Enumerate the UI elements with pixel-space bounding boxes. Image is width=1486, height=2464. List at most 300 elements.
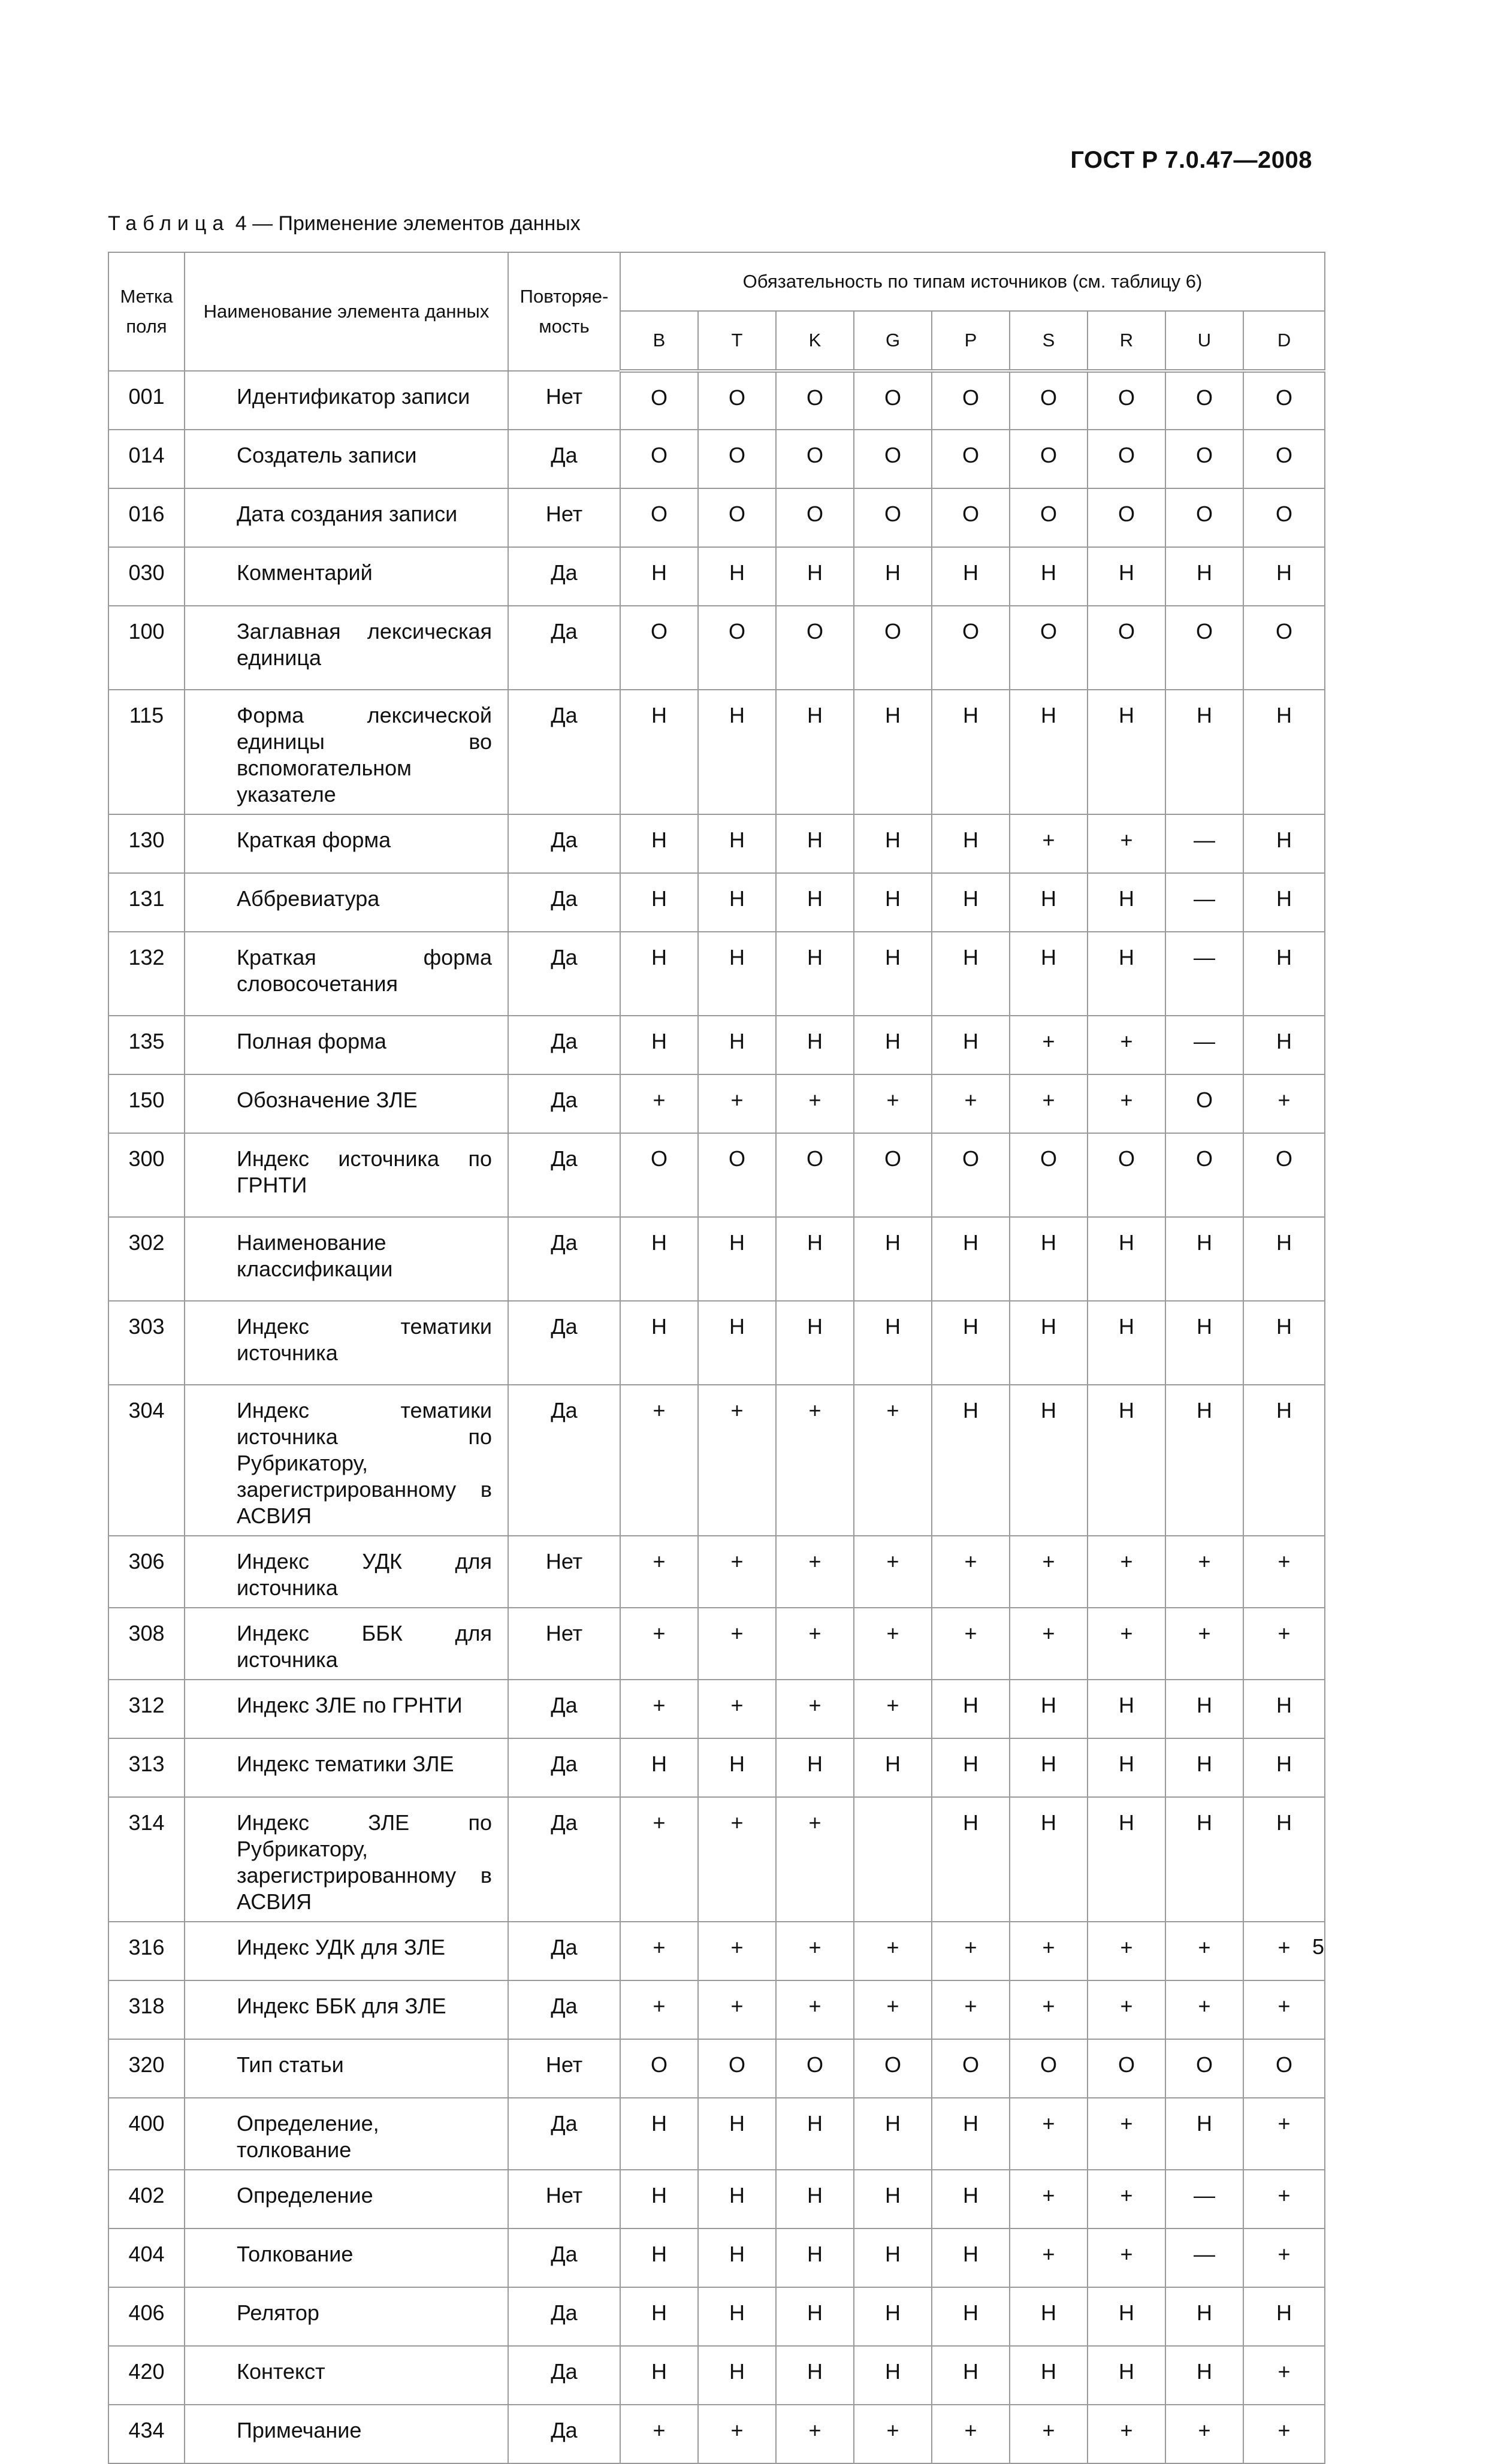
header-source-r: R xyxy=(1088,311,1165,371)
table-row xyxy=(108,873,1325,932)
cell-obligation-t: Н xyxy=(698,2170,776,2229)
cell-name: Наименование классификации xyxy=(185,1217,508,1301)
cell-obligation-r: + xyxy=(1088,1608,1165,1680)
cell-obligation-t: + xyxy=(698,2405,776,2463)
cell-obligation-t: + xyxy=(698,1074,776,1133)
header-source-b: B xyxy=(620,311,698,371)
header-source-t: T xyxy=(698,311,776,371)
cell-name: Индекс УДК для ЗЛЕ xyxy=(185,1922,508,1980)
cell-obligation-t: Н xyxy=(698,1301,776,1385)
cell-obligation-s: О xyxy=(1010,488,1088,547)
cell-obligation-d: + xyxy=(1243,2346,1325,2405)
cell-obligation-d: + xyxy=(1243,1536,1325,1608)
cell-obligation-k: Н xyxy=(776,873,854,932)
cell-obligation-g: Н xyxy=(854,1016,932,1074)
cell-name: Индекс ББК для источника xyxy=(185,1608,508,1680)
data-elements-table xyxy=(108,252,1325,2464)
cell-obligation-r: + xyxy=(1088,1980,1165,2039)
cell-obligation-p: О xyxy=(932,1133,1010,1217)
cell-obligation-t: + xyxy=(698,1797,776,1922)
cell-obligation-d: Н xyxy=(1243,873,1325,932)
cell-obligation-s: Н xyxy=(1010,1680,1088,1738)
cell-repeat: Нет xyxy=(508,488,620,547)
header-source-u: U xyxy=(1165,311,1243,371)
cell-code: 320 xyxy=(108,2039,185,2098)
cell-obligation-b: Н xyxy=(620,1301,698,1385)
table-row xyxy=(108,2098,1325,2170)
cell-obligation-p: Н xyxy=(932,1797,1010,1922)
cell-obligation-p: О xyxy=(932,488,1010,547)
table-row xyxy=(108,2229,1325,2287)
cell-obligation-g xyxy=(854,1797,932,1922)
cell-obligation-t: Н xyxy=(698,1016,776,1074)
table-row xyxy=(108,1536,1325,1608)
cell-obligation-s: + xyxy=(1010,2405,1088,2463)
cell-name: Аббревиатура xyxy=(185,873,508,932)
cell-code: 420 xyxy=(108,2346,185,2405)
cell-obligation-g: Н xyxy=(854,2098,932,2170)
cell-obligation-k: Н xyxy=(776,2098,854,2170)
cell-obligation-r: + xyxy=(1088,814,1165,873)
cell-obligation-r: + xyxy=(1088,2405,1165,2463)
cell-obligation-p: Н xyxy=(932,1301,1010,1385)
cell-repeat: Да xyxy=(508,690,620,814)
cell-obligation-r: Н xyxy=(1088,1797,1165,1922)
cell-obligation-s: О xyxy=(1010,430,1088,488)
cell-obligation-p: Н xyxy=(932,932,1010,1016)
cell-obligation-t: Н xyxy=(698,1738,776,1797)
cell-obligation-r: Н xyxy=(1088,690,1165,814)
cell-obligation-u: О xyxy=(1165,2039,1243,2098)
cell-obligation-b: О xyxy=(620,430,698,488)
cell-code: 434 xyxy=(108,2405,185,2463)
cell-obligation-s: Н xyxy=(1010,1738,1088,1797)
cell-repeat: Да xyxy=(508,1980,620,2039)
cell-obligation-u: Н xyxy=(1165,1217,1243,1301)
table-row xyxy=(108,1797,1325,1922)
cell-obligation-u: Н xyxy=(1165,2346,1243,2405)
cell-name: Толкование xyxy=(185,2229,508,2287)
cell-obligation-k: + xyxy=(776,1980,854,2039)
cell-code: 100 xyxy=(108,606,185,690)
cell-repeat: Нет xyxy=(508,1608,620,1680)
cell-obligation-s: + xyxy=(1010,1980,1088,2039)
cell-obligation-b: + xyxy=(620,1385,698,1536)
cell-obligation-s: Н xyxy=(1010,932,1088,1016)
cell-obligation-k: О xyxy=(776,488,854,547)
cell-obligation-u: О xyxy=(1165,371,1243,430)
cell-obligation-k: + xyxy=(776,1608,854,1680)
table-row xyxy=(108,547,1325,606)
cell-obligation-b: + xyxy=(620,1680,698,1738)
cell-obligation-t: Н xyxy=(698,873,776,932)
cell-obligation-b: + xyxy=(620,1980,698,2039)
cell-obligation-d: Н xyxy=(1243,932,1325,1016)
cell-obligation-s: + xyxy=(1010,1608,1088,1680)
cell-code: 304 xyxy=(108,1385,185,1536)
cell-obligation-t: О xyxy=(698,371,776,430)
cell-obligation-s: Н xyxy=(1010,1797,1088,1922)
cell-obligation-r: О xyxy=(1088,606,1165,690)
cell-obligation-t: Н xyxy=(698,814,776,873)
cell-obligation-k: + xyxy=(776,1797,854,1922)
cell-obligation-d: О xyxy=(1243,430,1325,488)
cell-code: 400 xyxy=(108,2098,185,2170)
cell-obligation-r: Н xyxy=(1088,1680,1165,1738)
cell-code: 150 xyxy=(108,1074,185,1133)
cell-obligation-d: Н xyxy=(1243,547,1325,606)
cell-obligation-p: + xyxy=(932,1922,1010,1980)
cell-obligation-d: Н xyxy=(1243,1797,1325,1922)
cell-name: Индекс тематики источника xyxy=(185,1301,508,1385)
cell-obligation-s: Н xyxy=(1010,1301,1088,1385)
cell-obligation-b: Н xyxy=(620,2229,698,2287)
cell-code: 404 xyxy=(108,2229,185,2287)
cell-obligation-p: Н xyxy=(932,873,1010,932)
cell-obligation-t: + xyxy=(698,1608,776,1680)
cell-obligation-d: О xyxy=(1243,371,1325,430)
cell-obligation-r: О xyxy=(1088,2039,1165,2098)
cell-repeat: Да xyxy=(508,430,620,488)
cell-obligation-d: Н xyxy=(1243,1680,1325,1738)
cell-obligation-k: Н xyxy=(776,1016,854,1074)
cell-obligation-r: + xyxy=(1088,1074,1165,1133)
cell-obligation-b: Н xyxy=(620,2287,698,2346)
cell-obligation-u: — xyxy=(1165,932,1243,1016)
cell-obligation-p: О xyxy=(932,371,1010,430)
cell-name: Обозначение ЗЛЕ xyxy=(185,1074,508,1133)
cell-repeat: Нет xyxy=(508,1536,620,1608)
cell-name: Индекс ББК для ЗЛЕ xyxy=(185,1980,508,2039)
cell-obligation-b: Н xyxy=(620,1738,698,1797)
cell-obligation-s: Н xyxy=(1010,1217,1088,1301)
cell-code: 130 xyxy=(108,814,185,873)
cell-obligation-p: Н xyxy=(932,2287,1010,2346)
cell-obligation-p: Н xyxy=(932,2229,1010,2287)
cell-obligation-u: Н xyxy=(1165,1385,1243,1536)
cell-repeat: Да xyxy=(508,2229,620,2287)
cell-obligation-k: Н xyxy=(776,2287,854,2346)
cell-obligation-b: + xyxy=(620,1922,698,1980)
cell-obligation-p: + xyxy=(932,1980,1010,2039)
page-number: 5 xyxy=(1312,1934,1324,1959)
cell-repeat: Да xyxy=(508,2346,620,2405)
cell-obligation-r: Н xyxy=(1088,2287,1165,2346)
cell-code: 313 xyxy=(108,1738,185,1797)
cell-repeat: Да xyxy=(508,1680,620,1738)
cell-obligation-k: О xyxy=(776,2039,854,2098)
cell-obligation-d: + xyxy=(1243,2405,1325,2463)
table-row xyxy=(108,430,1325,488)
table-row xyxy=(108,488,1325,547)
cell-obligation-t: Н xyxy=(698,547,776,606)
cell-repeat: Да xyxy=(508,1016,620,1074)
cell-obligation-s: Н xyxy=(1010,2287,1088,2346)
cell-obligation-u: Н xyxy=(1165,2287,1243,2346)
table-row xyxy=(108,2346,1325,2405)
table-row xyxy=(108,1608,1325,1680)
cell-name: Заглавная лексическая единица xyxy=(185,606,508,690)
cell-obligation-k: Н xyxy=(776,690,854,814)
cell-obligation-t: Н xyxy=(698,690,776,814)
cell-code: 016 xyxy=(108,488,185,547)
cell-code: 300 xyxy=(108,1133,185,1217)
table-row xyxy=(108,2170,1325,2229)
cell-obligation-u: Н xyxy=(1165,690,1243,814)
table-row xyxy=(108,1074,1325,1133)
cell-obligation-d: + xyxy=(1243,1980,1325,2039)
cell-obligation-s: Н xyxy=(1010,547,1088,606)
cell-obligation-r: + xyxy=(1088,1536,1165,1608)
cell-code: 314 xyxy=(108,1797,185,1922)
cell-obligation-p: О xyxy=(932,2039,1010,2098)
cell-obligation-s: + xyxy=(1010,1922,1088,1980)
cell-repeat: Да xyxy=(508,873,620,932)
table-row xyxy=(108,1980,1325,2039)
cell-obligation-d: Н xyxy=(1243,690,1325,814)
cell-obligation-g: + xyxy=(854,1680,932,1738)
cell-obligation-p: + xyxy=(932,1536,1010,1608)
cell-obligation-k: + xyxy=(776,1922,854,1980)
cell-obligation-g: О xyxy=(854,1133,932,1217)
cell-obligation-k: Н xyxy=(776,2229,854,2287)
cell-obligation-d: Н xyxy=(1243,1301,1325,1385)
cell-obligation-t: Н xyxy=(698,2346,776,2405)
cell-obligation-b: Н xyxy=(620,1016,698,1074)
cell-obligation-t: О xyxy=(698,488,776,547)
cell-obligation-r: Н xyxy=(1088,1217,1165,1301)
cell-name: Дата создания записи xyxy=(185,488,508,547)
table-row xyxy=(108,1217,1325,1301)
cell-obligation-u: — xyxy=(1165,814,1243,873)
caption-lead: Таблица xyxy=(108,212,230,235)
cell-obligation-s: + xyxy=(1010,814,1088,873)
cell-obligation-u: О xyxy=(1165,606,1243,690)
cell-name: Контекст xyxy=(185,2346,508,2405)
table-row xyxy=(108,606,1325,690)
cell-obligation-k: Н xyxy=(776,1217,854,1301)
cell-obligation-u: — xyxy=(1165,2229,1243,2287)
cell-obligation-k: Н xyxy=(776,1301,854,1385)
cell-obligation-r: О xyxy=(1088,371,1165,430)
cell-repeat: Да xyxy=(508,1922,620,1980)
table-row xyxy=(108,1301,1325,1385)
cell-obligation-g: Н xyxy=(854,2229,932,2287)
cell-obligation-p: + xyxy=(932,1074,1010,1133)
cell-obligation-d: Н xyxy=(1243,2287,1325,2346)
cell-obligation-u: Н xyxy=(1165,1797,1243,1922)
cell-obligation-u: + xyxy=(1165,1980,1243,2039)
cell-obligation-g: О xyxy=(854,488,932,547)
cell-repeat: Да xyxy=(508,1797,620,1922)
cell-obligation-r: Н xyxy=(1088,547,1165,606)
cell-obligation-g: Н xyxy=(854,2346,932,2405)
cell-obligation-g: Н xyxy=(854,1301,932,1385)
cell-repeat: Да xyxy=(508,606,620,690)
cell-obligation-b: Н xyxy=(620,547,698,606)
cell-obligation-b: О xyxy=(620,371,698,430)
table-row xyxy=(108,1016,1325,1074)
cell-obligation-d: О xyxy=(1243,488,1325,547)
caption-text: 4 — Применение элементов данных xyxy=(229,212,581,235)
cell-obligation-d: + xyxy=(1243,1922,1325,1980)
cell-obligation-t: Н xyxy=(698,2287,776,2346)
cell-obligation-d: + xyxy=(1243,1608,1325,1680)
cell-obligation-g: О xyxy=(854,606,932,690)
cell-obligation-k: Н xyxy=(776,547,854,606)
cell-obligation-g: О xyxy=(854,371,932,430)
cell-repeat: Да xyxy=(508,1133,620,1217)
table-row xyxy=(108,2287,1325,2346)
cell-obligation-s: О xyxy=(1010,1133,1088,1217)
header-source-g: G xyxy=(854,311,932,371)
cell-obligation-s: + xyxy=(1010,1016,1088,1074)
cell-obligation-u: Н xyxy=(1165,1301,1243,1385)
cell-obligation-r: О xyxy=(1088,488,1165,547)
cell-obligation-d: Н xyxy=(1243,1385,1325,1536)
cell-obligation-g: + xyxy=(854,1980,932,2039)
cell-obligation-g: Н xyxy=(854,1738,932,1797)
cell-obligation-t: Н xyxy=(698,2229,776,2287)
cell-obligation-r: О xyxy=(1088,1133,1165,1217)
cell-obligation-g: + xyxy=(854,1074,932,1133)
cell-obligation-b: Н xyxy=(620,814,698,873)
table-row xyxy=(108,1385,1325,1536)
cell-code: 115 xyxy=(108,690,185,814)
cell-obligation-p: Н xyxy=(932,690,1010,814)
cell-obligation-g: Н xyxy=(854,2170,932,2229)
cell-repeat: Да xyxy=(508,814,620,873)
cell-obligation-u: Н xyxy=(1165,2098,1243,2170)
cell-repeat: Нет xyxy=(508,2039,620,2098)
cell-obligation-u: Н xyxy=(1165,1738,1243,1797)
cell-obligation-r: + xyxy=(1088,2229,1165,2287)
header-source-d: D xyxy=(1243,311,1325,371)
cell-obligation-t: + xyxy=(698,1536,776,1608)
cell-obligation-s: + xyxy=(1010,1536,1088,1608)
cell-obligation-b: Н xyxy=(620,690,698,814)
cell-name: Создатель записи xyxy=(185,430,508,488)
document-code: ГОСТ Р 7.0.47—2008 xyxy=(1070,147,1312,173)
cell-obligation-d: Н xyxy=(1243,1217,1325,1301)
cell-obligation-t: О xyxy=(698,606,776,690)
cell-name: Индекс ЗЛЕ по ГРНТИ xyxy=(185,1680,508,1738)
cell-obligation-k: + xyxy=(776,1385,854,1536)
cell-repeat: Да xyxy=(508,1385,620,1536)
cell-code: 302 xyxy=(108,1217,185,1301)
cell-obligation-k: + xyxy=(776,1536,854,1608)
cell-obligation-k: Н xyxy=(776,1738,854,1797)
cell-obligation-b: + xyxy=(620,1074,698,1133)
cell-obligation-u: + xyxy=(1165,2405,1243,2463)
cell-obligation-g: Н xyxy=(854,547,932,606)
cell-obligation-u: — xyxy=(1165,1016,1243,1074)
cell-name: Определение, толкование xyxy=(185,2098,508,2170)
cell-obligation-k: Н xyxy=(776,814,854,873)
cell-obligation-g: Н xyxy=(854,814,932,873)
cell-obligation-g: Н xyxy=(854,873,932,932)
cell-obligation-b: Н xyxy=(620,2170,698,2229)
cell-name: Индекс источника по ГРНТИ xyxy=(185,1133,508,1217)
table-row xyxy=(108,2405,1325,2463)
cell-obligation-p: + xyxy=(932,1608,1010,1680)
cell-obligation-p: Н xyxy=(932,2098,1010,2170)
cell-obligation-s: Н xyxy=(1010,1385,1088,1536)
header-name: Наименование элемента данных xyxy=(185,252,508,371)
cell-obligation-b: + xyxy=(620,1608,698,1680)
cell-obligation-p: Н xyxy=(932,1738,1010,1797)
header-source-s: S xyxy=(1010,311,1088,371)
cell-obligation-g: + xyxy=(854,1385,932,1536)
cell-obligation-t: О xyxy=(698,2039,776,2098)
cell-name: Примечание xyxy=(185,2405,508,2463)
table-row xyxy=(108,690,1325,814)
cell-code: 014 xyxy=(108,430,185,488)
cell-obligation-p: Н xyxy=(932,1217,1010,1301)
cell-obligation-b: О xyxy=(620,488,698,547)
cell-obligation-b: Н xyxy=(620,2098,698,2170)
cell-obligation-u: — xyxy=(1165,873,1243,932)
cell-obligation-p: + xyxy=(932,2405,1010,2463)
cell-obligation-r: Н xyxy=(1088,1301,1165,1385)
cell-code: 131 xyxy=(108,873,185,932)
cell-name: Идентификатор записи xyxy=(185,371,508,430)
cell-repeat: Да xyxy=(508,1074,620,1133)
cell-obligation-b: О xyxy=(620,606,698,690)
cell-obligation-d: Н xyxy=(1243,1016,1325,1074)
cell-code: 316 xyxy=(108,1922,185,1980)
cell-obligation-r: + xyxy=(1088,2170,1165,2229)
cell-obligation-k: О xyxy=(776,606,854,690)
cell-obligation-u: О xyxy=(1165,488,1243,547)
cell-obligation-s: + xyxy=(1010,2170,1088,2229)
cell-obligation-u: + xyxy=(1165,1922,1243,1980)
cell-obligation-g: Н xyxy=(854,1217,932,1301)
cell-name: Релятор xyxy=(185,2287,508,2346)
cell-obligation-r: + xyxy=(1088,1016,1165,1074)
cell-code: 030 xyxy=(108,547,185,606)
cell-obligation-b: Н xyxy=(620,2346,698,2405)
cell-obligation-d: + xyxy=(1243,1074,1325,1133)
cell-obligation-g: Н xyxy=(854,690,932,814)
cell-name: Краткая форма словосочетания xyxy=(185,932,508,1016)
cell-obligation-r: Н xyxy=(1088,932,1165,1016)
cell-obligation-s: Н xyxy=(1010,873,1088,932)
cell-repeat: Нет xyxy=(508,371,620,430)
cell-code: 312 xyxy=(108,1680,185,1738)
cell-obligation-p: Н xyxy=(932,547,1010,606)
cell-obligation-d: Н xyxy=(1243,814,1325,873)
cell-obligation-r: Н xyxy=(1088,1385,1165,1536)
cell-obligation-u: Н xyxy=(1165,547,1243,606)
header-source-k: K xyxy=(776,311,854,371)
cell-obligation-u: + xyxy=(1165,1608,1243,1680)
cell-obligation-g: О xyxy=(854,2039,932,2098)
cell-obligation-d: + xyxy=(1243,2170,1325,2229)
cell-repeat: Да xyxy=(508,1738,620,1797)
cell-obligation-r: Н xyxy=(1088,873,1165,932)
cell-obligation-r: + xyxy=(1088,1922,1165,1980)
table-row xyxy=(108,1680,1325,1738)
cell-obligation-s: О xyxy=(1010,371,1088,430)
cell-obligation-r: Н xyxy=(1088,2346,1165,2405)
cell-obligation-k: Н xyxy=(776,2346,854,2405)
cell-name: Определение xyxy=(185,2170,508,2229)
table-row xyxy=(108,932,1325,1016)
header-source-p: P xyxy=(932,311,1010,371)
cell-obligation-g: + xyxy=(854,1922,932,1980)
cell-obligation-t: Н xyxy=(698,2098,776,2170)
